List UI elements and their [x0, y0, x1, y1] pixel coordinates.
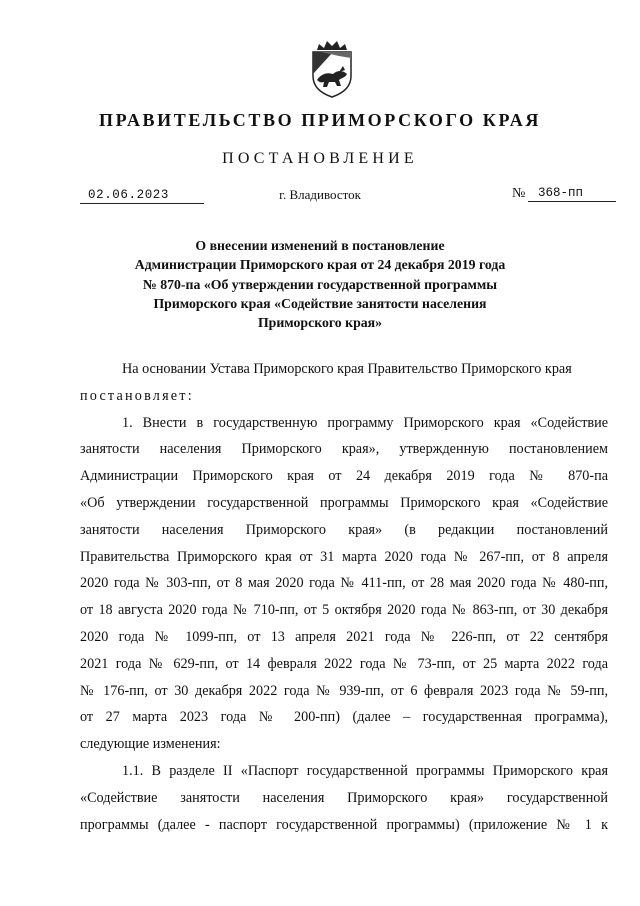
number-sign: № [512, 186, 526, 201]
body-line: 2020 года № 1099-пп, от 13 апреля 2021 года № 226-пп, от 22 сентября [80, 628, 608, 645]
heading-line: О внесении изменений в постановление [195, 238, 445, 253]
heading-line: № 870-па «Об утверждении государственной программы [142, 276, 498, 292]
body-line: Администрации Приморского края от 24 декабря 2019 года № 870-па [80, 468, 608, 485]
document-body [80, 356, 608, 838]
body-line: постановляет: [80, 387, 194, 404]
document-number-field [512, 186, 616, 202]
body-line: следующие изменения: [80, 736, 221, 753]
document-number: 368-пп [528, 186, 616, 202]
body-line: занятости населения Приморского края», утвержденную постановлением [80, 441, 608, 458]
body-line: 2020 года № 303-пп, от 8 мая 2020 года № 411-пп, от 28 мая 2020 года № 480-пп, [80, 575, 608, 592]
body-line: занятости населения Приморского края» (в редакции постановлений [80, 521, 608, 538]
body-line: от 27 марта 2023 года № 200-пп) (далее – государственная программа), [80, 709, 608, 726]
body-line: 2021 года № 629-пп, от 14 февраля 2022 года № 73-пп, от 25 марта 2022 года [80, 655, 608, 672]
government-title: ПРАВИТЕЛЬСТВО ПРИМОРСКОГО КРАЯ [99, 110, 541, 130]
body-line: № 176-пп, от 30 декабря 2022 года № 939-пп, от 6 февраля 2023 года № 59-пп, [80, 682, 608, 699]
document-city: г. Владивосток [279, 187, 361, 202]
document-type: ПОСТАНОВЛЕНИЕ [222, 150, 418, 167]
heading-line: Приморского края» [257, 315, 383, 331]
body-line: «Содействие занятости населения Приморского края» государственной [80, 789, 608, 806]
body-line: На основании Устава Приморского края Правительство Приморского края [122, 361, 572, 377]
body-line: «Об утверждении государственной программы Приморского края «Содействие [80, 494, 608, 511]
body-line: от 18 августа 2020 года № 710-пп, от 5 октября 2020 года № 863-пп, от 30 декабря [80, 602, 608, 619]
heading-line: Администрации Приморского края от 24 декабря 2019 года [134, 257, 506, 273]
heading-line: Приморского края «Содействие занятости населения [153, 295, 487, 311]
primorsky-krai-coat-of-arms-icon [309, 36, 355, 98]
document-heading [0, 236, 640, 332]
body-line: 1.1. В разделе II «Паспорт государственной программы Приморского края [122, 762, 608, 779]
body-line: программы (далее - паспорт государственной программы) (приложение № 1 к [80, 816, 608, 833]
body-line: 1. Внести в государственную программу Приморского края «Содействие [122, 414, 608, 431]
body-line: Правительства Приморского края от 31 марта 2020 года № 267-пп, от 8 апреля [80, 548, 608, 565]
document-date: 02.06.2023 [80, 188, 204, 204]
